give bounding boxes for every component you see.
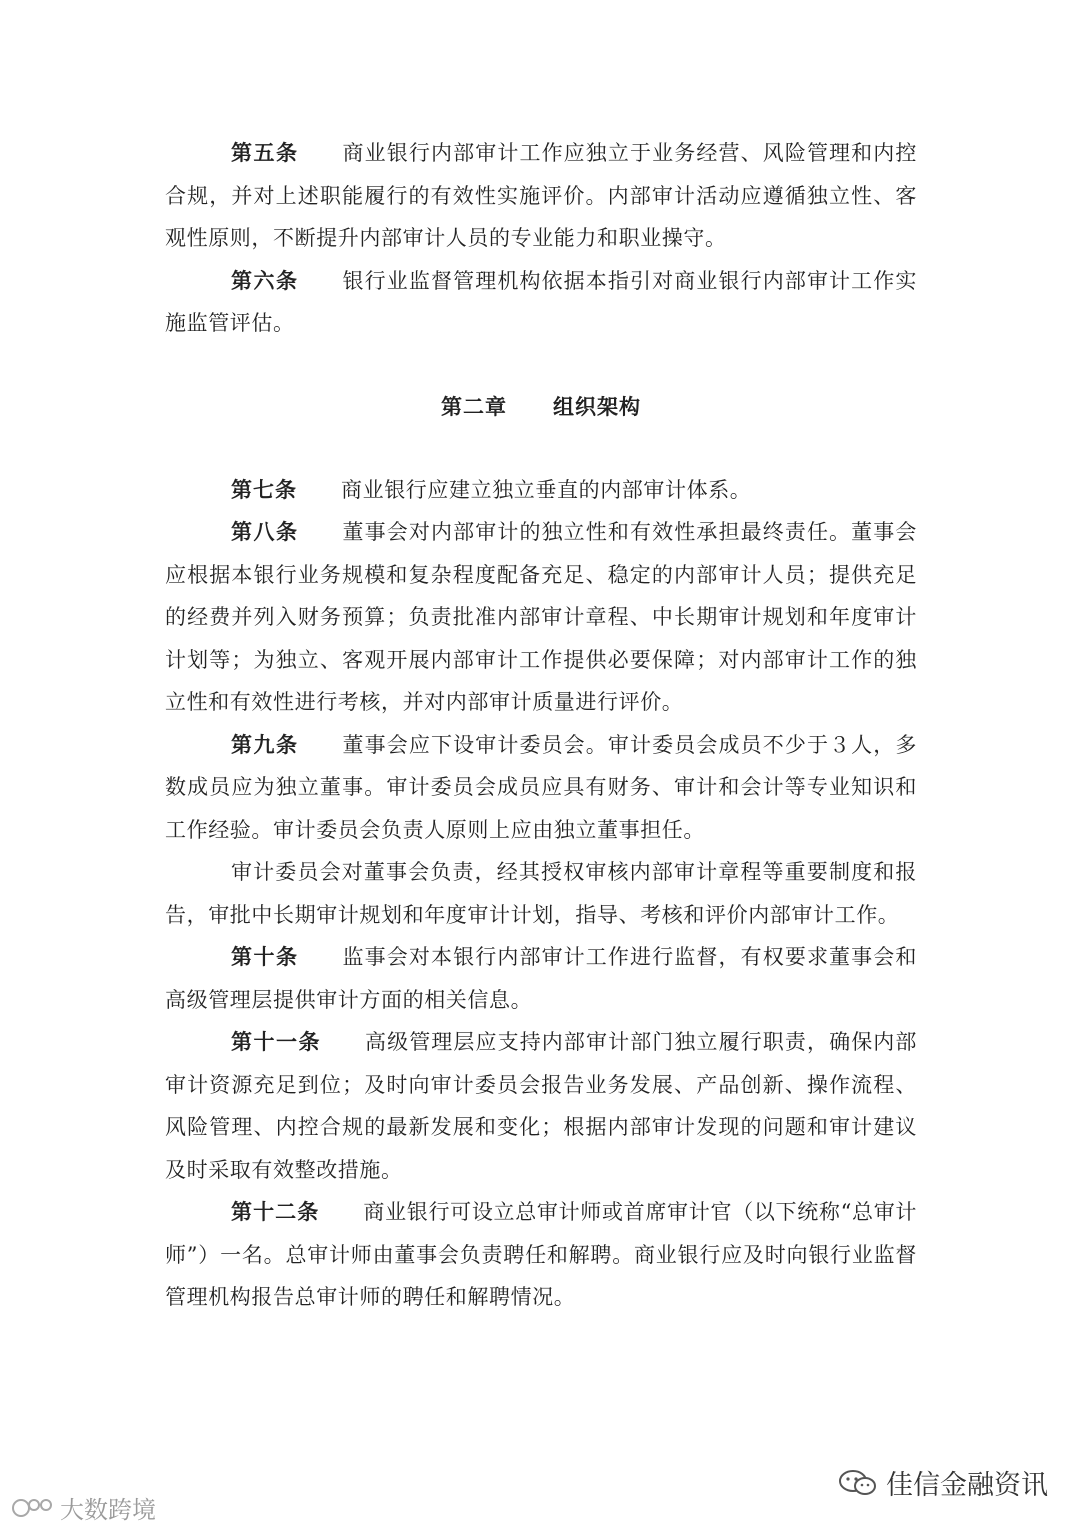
article-paragraph	[165, 511, 917, 724]
article-text: 商业银行应建立独立垂直的内部审计体系。	[341, 477, 752, 502]
articles-top	[165, 132, 917, 345]
article-label: 第五条	[231, 140, 299, 165]
article-label: 第十二条	[231, 1199, 320, 1224]
article-label: 第十一条	[231, 1029, 321, 1054]
article-text: 银行业监督管理机构依据本指引对商业银行内部审计工作实施监管评估。	[165, 268, 917, 335]
article-label: 第七条	[231, 476, 297, 502]
chapter-heading	[165, 386, 917, 428]
article-text: 董事会应下设审计委员会。审计委员会成员不少于３人，多数成员应为独立董事。审计委员会成员应具有财务、审计和会计等专业知识和工作经验。审计委员会负责人原则上应由独立董事担任。	[165, 732, 917, 842]
article-paragraph	[165, 1191, 917, 1319]
wechat-icon	[838, 1468, 878, 1498]
article-paragraph	[165, 469, 917, 512]
article-label: 第八条	[231, 519, 299, 544]
articles-bottom	[165, 469, 917, 1319]
article-label: 第九条	[231, 731, 299, 757]
article-paragraph	[165, 851, 917, 936]
article-paragraph	[165, 260, 917, 345]
article-text: 监事会对本银行内部审计工作进行监督，有权要求董事会和高级管理层提供审计方面的相关信息。	[165, 945, 917, 1012]
article-paragraph	[165, 724, 917, 852]
article-paragraph	[165, 1021, 917, 1191]
article-text: 董事会对内部审计的独立性和有效性承担最终责任。董事会应根据本银行业务规模和复杂程度配备充足、稳定的内部审计人员；提供充足的经费并列入财务预算；负责批准内部审计章程、中长期审计规划和年度审计计划等；为独立、客观开展内部审计工作提供必要保障；对内部审计工作的独立性和有效性进行考核，并对内部审计质量进行评价。	[165, 520, 917, 714]
article-text: 高级管理层应支持内部审计部门独立履行职责，确保内部审计资源充足到位；及时向审计委员会报告业务发展、产品创新、操作流程、风险管理、内控合规的最新发展和变化；根据内部审计发现的问题和审计建议及时采取有效整改措施。	[165, 1030, 917, 1182]
article-label: 第十条	[231, 944, 299, 969]
watermark-right	[838, 1463, 1048, 1502]
document-page	[165, 132, 917, 1319]
chapter-title: 组织架构	[553, 393, 641, 419]
article-text: 审计委员会对董事会负责，经其授权审核内部审计章程等重要制度和报告，审批中长期审计规划和年度审计计划，指导、考核和评价内部审计工作。	[165, 860, 917, 927]
article-text: 商业银行内部审计工作应独立于业务经营、风险管理和内控合规，并对上述职能履行的有效性实施评价。内部审计活动应遵循独立性、客观性原则，不断提升内部审计人员的专业能力和职业操守。	[165, 141, 917, 250]
chapter-number: 第二章	[441, 393, 507, 419]
chat-bubble-icon	[12, 1495, 56, 1521]
watermark-right-text: 佳信金融资讯	[886, 1470, 1048, 1501]
article-paragraph	[165, 132, 917, 260]
watermark-left	[12, 1490, 156, 1525]
article-paragraph	[165, 936, 917, 1021]
article-text: 商业银行可设立总审计师或首席审计官（以下统称“总审计师”）一名。总审计师由董事会负责聘任和解聘。商业银行应及时向银行业监督管理机构报告总审计师的聘任和解聘情况。	[165, 1200, 917, 1309]
watermark-left-text: 大数跨境	[60, 1496, 156, 1524]
article-label: 第六条	[231, 267, 299, 293]
